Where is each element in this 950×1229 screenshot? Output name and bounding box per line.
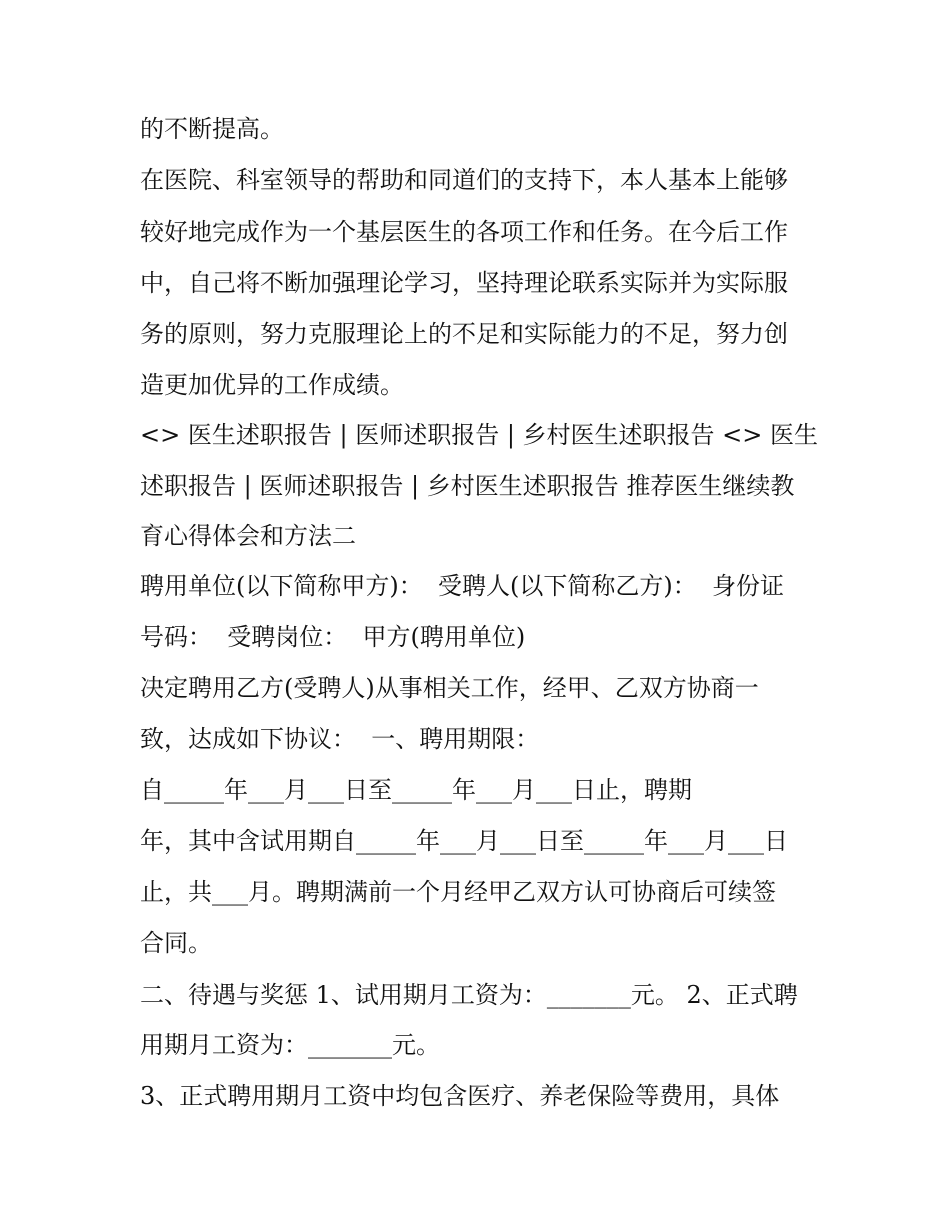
text-line: 述职报告 | 医师述职报告 | 乡村医生述职报告 推荐医生继续教 [140,472,795,500]
text-line: 合同。 [140,929,212,957]
text-line: 育心得体会和方法二 [140,522,356,550]
text-line: 务的原则，努力克服理论上的不足和实际能力的不足，努力创 [140,320,788,348]
text-line: 年，其中含试用期自_____年___月___日至_____年___月___日 [140,827,788,855]
text-line: 号码： 受聘岗位： 甲方(聘用单位) [140,623,526,651]
text-line: 的不断提高。 [140,115,284,143]
text-line: 造更加优异的工作成绩。 [140,371,404,399]
text-line: 聘用单位(以下简称甲方)： 受聘人(以下简称乙方)： 身份证 [140,572,784,600]
text-line: 较好地完成作为一个基层医生的各项工作和任务。在今后工作 [140,218,788,246]
text-line: 在医院、科室领导的帮助和同道们的支持下，本人基本上能够 [140,166,788,194]
text-line: 自_____年___月___日至_____年___月___日止，聘期 [140,776,692,804]
text-line: 止，共___月。聘期满前一个月经甲乙双方认可协商后可续签 [140,878,776,906]
text-line: 用期月工资为：_______元。 [140,1031,440,1059]
text-line: 中，自己将不断加强理论学习，坚持理论联系实际并为实际服 [140,269,788,297]
text-line: <> 医生述职报告 | 医师述职报告 | 乡村医生述职报告 <> 医生 [140,421,819,449]
text-line: 3、正式聘用期月工资中均包含医疗、养老保险等费用，具体 [140,1082,780,1110]
text-line: 致，达成如下协议： 一、聘用期限： [140,725,540,753]
text-line: 二、待遇与奖惩 1、试用期月工资为：_______元。 2、正式聘 [140,981,798,1009]
text-line: 决定聘用乙方(受聘人)从事相关工作，经甲、乙双方协商一 [140,674,759,702]
